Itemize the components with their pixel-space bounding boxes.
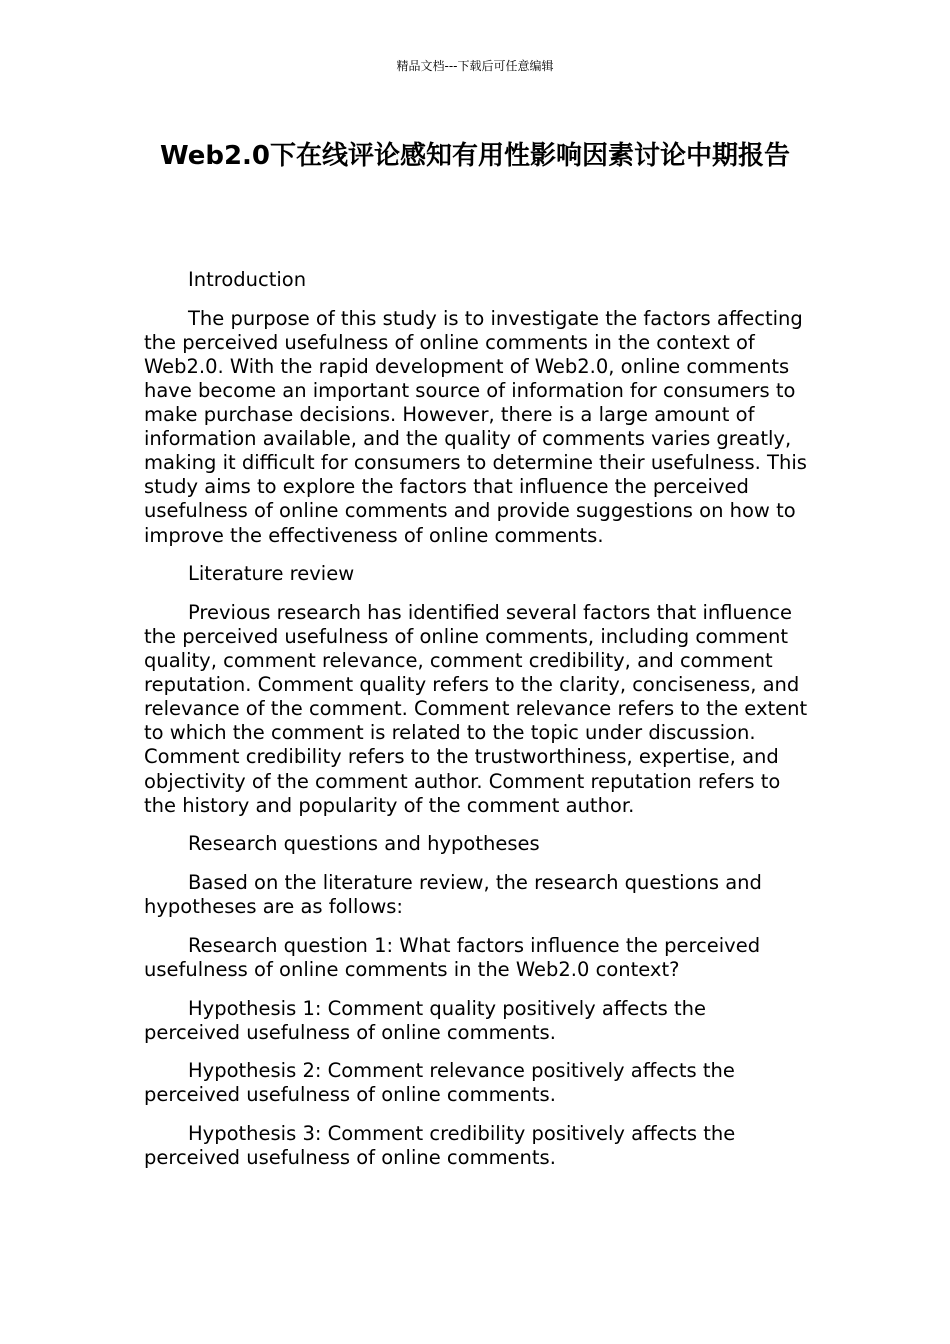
section-heading-research-questions: Research questions and hypotheses [188,832,540,856]
hypothesis-2: Hypothesis 2: Comment relevance positively affects the perceived usefulness of online comments. [144,1059,735,1107]
section-heading-introduction: Introduction [188,268,307,291]
document-body [144,268,808,1185]
research-question-1: Research question 1: What factors influence the perceived usefulness of online comments in the Web2.0 context? [144,933,761,981]
hypothesis-3: Hypothesis 3: Comment credibility positively affects the perceived usefulness of online comments. [144,1122,736,1170]
paragraph-research-intro: Based on the literature review, the research questions and hypotheses are as follows: [144,871,762,919]
section-heading-literature-review: Literature review [188,562,355,586]
paragraph-literature-review: Previous research has identified several factors that influence the perceived usefulness of online comments, including comment quality, comment relevance, comment credibility, and comment reputation. Comment quality refers to the clarity, conciseness, and relevance of the comment. Comment relevance refers to the extent to which the comment is related to the topic under discussion. Comment credibility refers to the trustworthiness, expertise, and objectivity of the comment author. Comment reputation refers to the history and popularity of the comment author. [144,600,808,817]
header-note: 精品文档---下载后可任意编辑 [396,59,554,73]
paragraph-introduction: The purpose of this study is to investigate the factors affecting the perceived usefulness of online comments in the context of Web2.0. With the rapid development of Web2.0, online comments have become an important source of information for consumers to make purchase decisions. However, there is a large amount of information available, and the quality of comments varies greatly, making it difficult for consumers to determine their usefulness. This study aims to explore the factors that influence the perceived usefulness of online comments and provide suggestions on how to improve the effectiveness of online comments. [144,306,807,547]
hypothesis-1: Hypothesis 1: Comment quality positively affects the perceived usefulness of online comments. [144,996,707,1044]
document-title: Web2.0下在线评论感知有用性影响因素讨论中期报告 [159,141,791,171]
